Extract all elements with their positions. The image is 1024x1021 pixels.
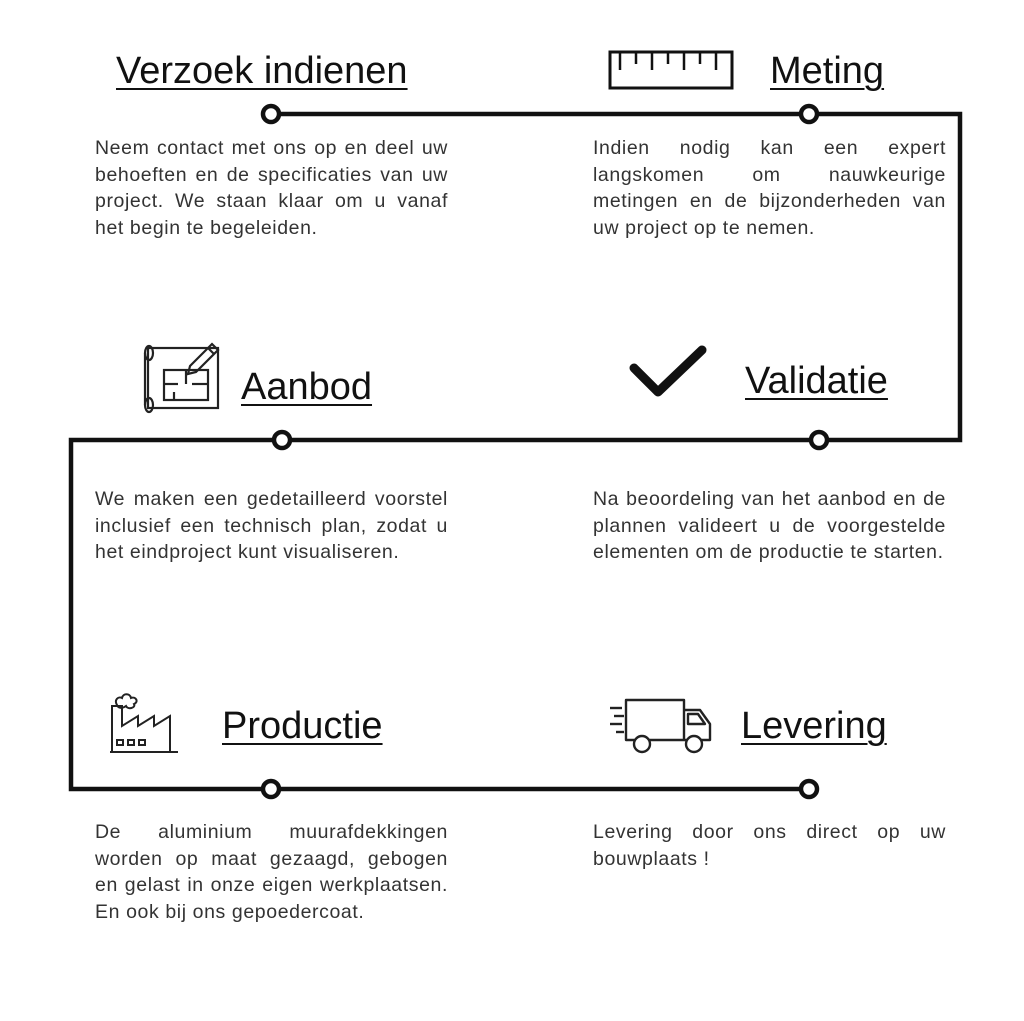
step-node-verzoek <box>263 106 279 122</box>
step-title-levering: Levering <box>741 705 887 747</box>
step-node-meting <box>801 106 817 122</box>
step-title-meting: Meting <box>770 50 885 92</box>
step-description-aanbod: We maken een gedetailleerd voorstel inclusief een technisch plan, zodat u het eindproject kunt visualiseren. <box>95 488 448 563</box>
step-node-productie <box>263 781 279 797</box>
delivery-truck-icon <box>608 694 716 758</box>
checkmark-icon <box>628 344 708 400</box>
step-description-levering: Levering door ons direct op uw bouwplaats ! <box>593 821 946 870</box>
step-node-aanbod <box>274 432 290 448</box>
step-description-validatie: Na beoordeling van het aanbod en de plannen valideert u de voorgestelde elementen om de productie te starten. <box>593 488 946 563</box>
factory-icon <box>108 690 180 756</box>
step-title-validatie: Validatie <box>745 360 888 402</box>
step-title-verzoek-indienen: Verzoek indienen <box>116 50 408 92</box>
ruler-icon <box>608 50 734 90</box>
step-description-meting: Indien nodig kan een expert langskomen om nauwkeurige metingen en de bijzonderheden van uw project op te nemen. <box>593 137 946 239</box>
step-description-productie: De aluminium muurafdekkingen worden op maat gezaagd, gebogen en gelast in onze eigen werkplaatsen. En ook bij ons gepoedercoat. <box>95 821 448 923</box>
blueprint-icon <box>142 340 224 414</box>
step-title-aanbod: Aanbod <box>241 366 373 408</box>
step-title-productie: Productie <box>222 705 383 747</box>
step-description-verzoek-indienen: Neem contact met ons op en deel uw behoeften en de specificaties van uw project. We staan klaar om u vanaf het begin te begeleiden. <box>95 137 448 239</box>
step-node-validatie <box>811 432 827 448</box>
step-node-levering <box>801 781 817 797</box>
